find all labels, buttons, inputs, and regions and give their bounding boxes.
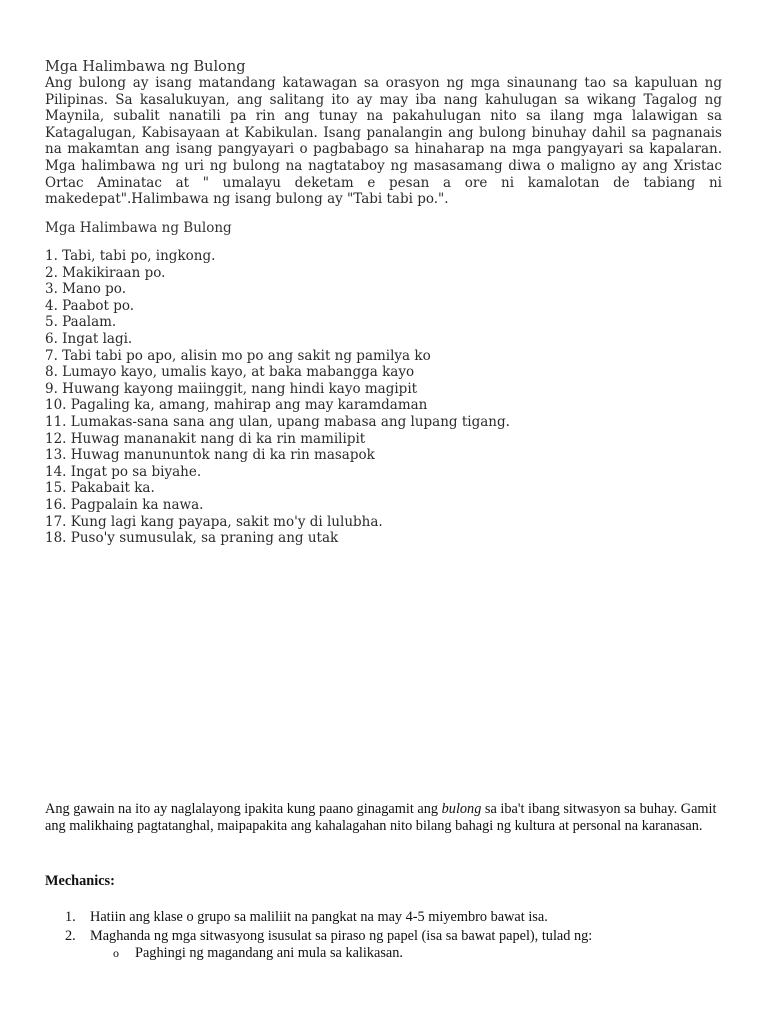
activity-text-end: sa iba't ibang sitwasyon sa buhay. Gamit ang malikhaing pagtatanghal, maipapakita ang kahalagahan nito bilang bahagi ng kultura at personal na karanasan.: [45, 801, 717, 835]
list-item: 14. Ingat po sa biyahe.: [45, 463, 202, 480]
list-item: 6. Ingat lagi.: [45, 330, 133, 347]
list-item: 16. Pagpalain ka nawa.: [45, 496, 204, 513]
list-item: 9. Huwang kayong maiinggit, nang hindi kayo magipit: [45, 380, 418, 397]
examples-heading: Mga Halimbawa ng Bulong: [45, 220, 232, 236]
list-item: 1. Tabi, tabi po, ingkong.: [45, 248, 216, 264]
activity-text-start: Ang gawain na ito ay naglalayong ipakita kung paano ginagamit ang: [45, 801, 442, 817]
activity-paragraph: [45, 801, 735, 836]
mechanics-heading: Mechanics:: [45, 873, 115, 889]
list-item: 13. Huwag manununtok nang di ka rin masapok: [45, 447, 375, 464]
item-text: Maghanda ng mga sitwasyong isusulat sa piraso ng papel (isa sa bawat papel), tulad ng:: [90, 927, 593, 944]
list-item: [45, 908, 745, 927]
page-title: Mga Halimbawa ng Bulong: [45, 59, 246, 75]
mechanics-list: [45, 908, 745, 945]
activity-emphasis: bulong: [441, 801, 482, 817]
examples-list: [45, 248, 510, 547]
list-item: 17. Kung lagi kang payapa, sakit mo'y di lulubha.: [45, 513, 383, 530]
list-item: 2. Makikiraan po.: [45, 264, 166, 281]
intro-paragraph: Ang bulong ay isang matandang katawagan sa orasyon ng mga sinaunang tao sa kapuluan ng Pilipinas. Sa kasalukuyan, ang salitang ito ay may iba nang kahulugan sa wikang Tagalog ng Maynila, subalit nanatili pa rin ang tunay na pakahulugan nito sa ilang mga lalawigan sa Katagalugan, Kabisayaan at Kabikulan. Isang panalangin ang bulong binuhay dahil sa pagnanais na makamtan ang isang pangyayari o pagbabago sa hinaharap na mga pangyayari sa kapalaran. Mga halimbawa ng uri ng bulong na nagtataboy ng masasamang diwa o maligno ay ang Xristac Ortac Aminatac at " umalayu deketam e pesan a ore ni kamalotan de tabiang ni makedepat".Halimbawa ng isang bulong ay "Tabi tabi po.".: [45, 75, 722, 208]
item-text: Hatiin ang klase o grupo sa maliliit na pangkat na may 4-5 miyembro bawat isa.: [90, 909, 548, 925]
item-number: 1.: [65, 909, 76, 925]
list-item: 10. Pagaling ka, amang, mahirap ang may karamdaman: [45, 397, 428, 414]
list-item: 12. Huwag mananakit nang di ka rin mamilipit: [45, 430, 366, 447]
mechanics-sub-list: [45, 944, 745, 962]
list-item: 18. Puso'y sumusulak, sa praning ang utak: [45, 530, 339, 547]
list-item: 15. Pakabait ka.: [45, 480, 155, 497]
list-item: 5. Paalam.: [45, 314, 117, 331]
item-text: Paghingi ng magandang ani mula sa kalikasan.: [135, 945, 404, 961]
list-item: 3. Mano po.: [45, 281, 126, 298]
list-item: 11. Lumakas-sana sana ang ulan, upang mabasa ang lupang tigang.: [45, 413, 510, 430]
item-number: 2.: [65, 927, 76, 944]
list-item: [45, 927, 745, 946]
list-item: 4. Paabot po.: [45, 297, 135, 314]
bullet-icon: o: [113, 946, 119, 960]
list-item: 8. Lumayo kayo, umalis kayo, at baka mabangga kayo: [45, 364, 415, 381]
list-item: 7. Tabi tabi po apo, alisin mo po ang sakit ng pamilya ko: [45, 347, 431, 364]
list-item: [45, 944, 745, 962]
